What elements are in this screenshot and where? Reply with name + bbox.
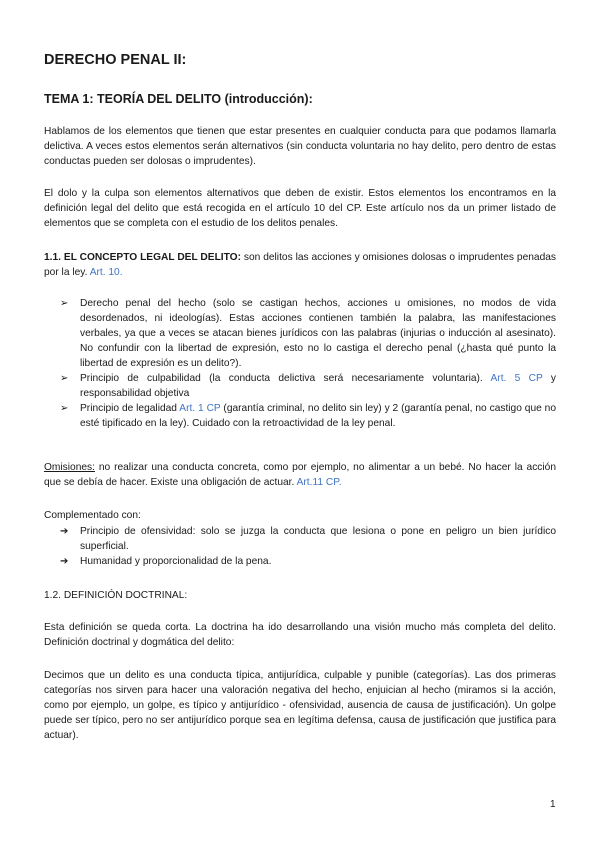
page-number: 1 — [550, 799, 556, 810]
paragraph-dolo-culpa: El dolo y la culpa son elementos alternativos que deben de existir. Estos elementos los encontramos en la definición legal del delito que está recogida en el artículo 10 del CP. Este artículo nos da un primer listado de elementos que se completa con el estudio de los delitos penales. — [44, 188, 556, 229]
omisiones-label: Omisiones: — [44, 462, 95, 473]
art-10-link[interactable]: Art. 10. — [89, 267, 123, 278]
paragraph-omisiones — [44, 460, 556, 490]
document-title: DERECHO PENAL II: — [44, 52, 187, 68]
section-1-1-heading: 1.1. EL CONCEPTO LEGAL DEL DELITO: — [44, 252, 241, 263]
art-1-cp-link[interactable]: Art. 1 CP — [179, 403, 221, 414]
list-item — [44, 296, 556, 371]
complementado-label: Complementado con: — [44, 510, 141, 521]
complement-list — [44, 524, 556, 569]
principles-list — [44, 296, 556, 431]
arrow-bullet-icon: ➔ — [60, 526, 69, 537]
arrowhead-bullet-icon: ➢ — [60, 298, 69, 309]
arrowhead-bullet-icon: ➢ — [60, 403, 69, 414]
section-1-1-text: son delitos las acciones y omisiones dolosas o imprudentes penadas por la ley. — [44, 252, 556, 278]
section-1-1 — [44, 250, 556, 280]
arrow-bullet-icon: ➔ — [60, 556, 69, 567]
list-item-text: Principio de legalidad — [80, 403, 180, 414]
arrowhead-bullet-icon: ➢ — [60, 373, 69, 384]
omisiones-text: no realizar una conducta concreta, como por ejemplo, no alimentar a un bebé. No hacer la acción que se debía de hacer. Existe una obligación de actuar. — [44, 462, 556, 488]
art-5-cp-link[interactable]: Art. 5 CP — [490, 373, 543, 384]
paragraph-doctrinal: Esta definición se queda corta. La doctrina ha ido desarrollando una visión mucho más completa del delito. Definición doctrinal y dogmática del delito: — [44, 622, 556, 648]
list-item-text: Principio de ofensividad: solo se juzga la conducta que lesiona o pone en peligro un bien jurídico superficial. — [80, 526, 556, 552]
list-item — [44, 554, 556, 569]
section-1-2-heading: 1.2. DEFINICIÓN DOCTRINAL: — [44, 590, 188, 601]
list-item — [44, 401, 556, 431]
paragraph-categorias: Decimos que un delito es una conducta típica, antijurídica, culpable y punible (categorías). Las dos primeras categorías nos sirven para hacer una valoración negativa del hecho, enjuician al hecho (miramos si la acción, como por ejemplo, un golpe, es típico y antijurídico - ofensividad, ausencia de causa de justificación). Un golpe puede ser típico, pero no ser antijurídico porque sea en legítima defensa, causa de justificación que justifica para actuar). — [44, 670, 556, 741]
list-item-text: y responsabilidad objetiva — [80, 373, 556, 399]
list-item-text: Derecho penal del hecho (solo se castigan hechos, acciones u omisiones, no modos de vida desordenados, ni ideologías). Estas acciones contienen también la palabra, las manifestaciones verbales, ya que a veces se atacan bienes jurídicos con las palabras (injurias o inducción al asesinato). No confundir con la libertad de expresión, esto no lo castiga el derecho penal (¿hasta qué punto la libertad de expresión es un delito?). — [80, 298, 556, 369]
list-item-text: Principio de culpabilidad (la conducta delictiva será necesariamente voluntaria). — [80, 373, 491, 384]
list-item — [44, 524, 556, 554]
list-item-text: (garantía criminal, no delito sin ley) y 2 (garantía penal, no castigo que no esté tipificado en la ley). Cuidado con la retroactividad de la ley penal. — [80, 403, 556, 429]
topic-heading: TEMA 1: TEORÍA DEL DELITO (introducción): — [44, 92, 313, 106]
art-11-cp-link[interactable]: Art.11 CP. — [296, 477, 342, 488]
list-item — [44, 371, 556, 401]
list-item-text: Humanidad y proporcionalidad de la pena. — [80, 556, 272, 567]
paragraph-intro: Hablamos de los elementos que tienen que estar presentes en cualquier conducta para que podamos llamarla delictiva. A veces estos elementos serán alternativos (sin conducta voluntaria no hay delito, pero dentro de estas conductas pueden ser dolosas o imprudentes). — [44, 126, 556, 167]
